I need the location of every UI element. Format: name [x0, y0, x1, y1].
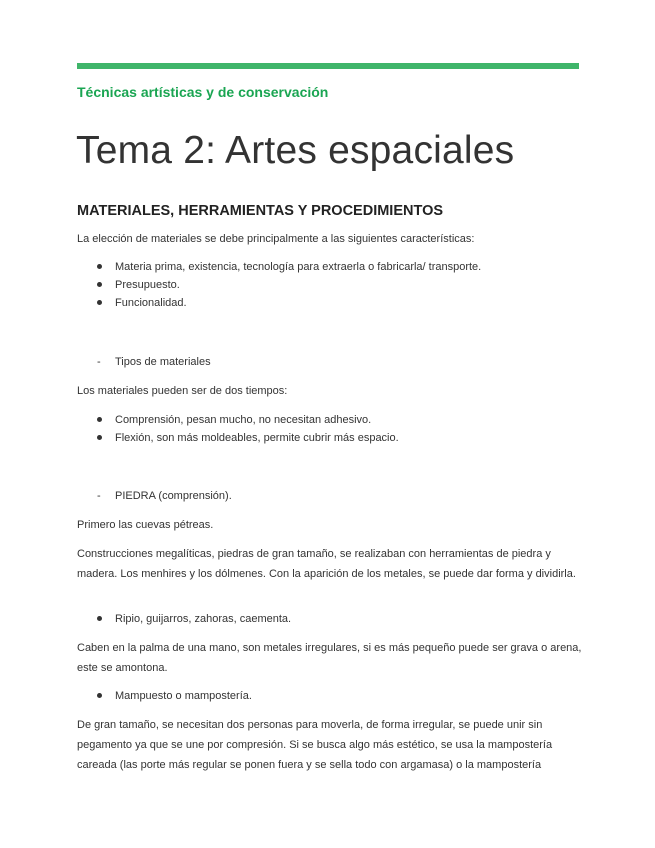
dash-marker: -	[97, 356, 101, 368]
paragraph-cuevas: Primero las cuevas pétreas.	[77, 519, 214, 531]
dash-marker: -	[97, 490, 101, 502]
list-item-ripio: Ripio, guijarros, zahoras, caementa.	[97, 610, 291, 628]
types-intro: Los materiales pueden ser de dos tiempos:	[77, 385, 288, 397]
bullet-icon	[97, 264, 102, 269]
list-item: Funcionalidad.	[97, 294, 187, 312]
paragraph-megaliticas: Construcciones megalíticas, piedras de gran tamaño, se realizaban con herramientas de piedra y madera. Los menhires y los dólmenes. Con la aparición de los metales, se puede dar forma y dividirla.	[77, 548, 576, 580]
bullet-icon	[97, 282, 102, 287]
header-rule	[77, 63, 579, 69]
bullet-icon	[97, 300, 102, 305]
list-item: Flexión, son más moldeables, permite cubrir más espacio.	[97, 429, 399, 447]
intro-paragraph: La elección de materiales se debe principalmente a las siguientes características:	[77, 233, 475, 245]
page-title: Tema 2: Artes espaciales	[76, 129, 515, 172]
list-item: Comprensión, pesan mucho, no necesitan adhesivo.	[97, 411, 371, 429]
document-kicker: Técnicas artísticas y de conservación	[77, 84, 329, 100]
dash-item-types: - Tipos de materiales	[97, 353, 211, 371]
list-item: Presupuesto.	[97, 276, 180, 294]
bullet-icon	[97, 616, 102, 621]
paragraph-caben: Caben en la palma de una mano, son metales irregulares, si es más pequeño puede ser grava o arena, este se amontona.	[77, 642, 582, 674]
dash-item-piedra: - PIEDRA (comprensión).	[97, 487, 232, 505]
list-item: Materia prima, existencia, tecnología para extraerla o fabricarla/ transporte.	[97, 258, 481, 276]
bullet-icon	[97, 693, 102, 698]
paragraph-gran-tamano: De gran tamaño, se necesitan dos personas para moverla, de forma irregular, se puede unir sin pegamento ya que se une por compresión. Si se busca algo más estético, se usa la mampostería careada (las porte más regular se ponen fuera y se sella todo con argamasa) o la mampostería	[77, 719, 553, 771]
section-heading: MATERIALES, HERRAMIENTAS Y PROCEDIMIENTOS	[77, 203, 444, 219]
bullet-icon	[97, 417, 102, 422]
bullet-icon	[97, 435, 102, 440]
list-item-mampuesto: Mampuesto o mampostería.	[97, 687, 252, 705]
